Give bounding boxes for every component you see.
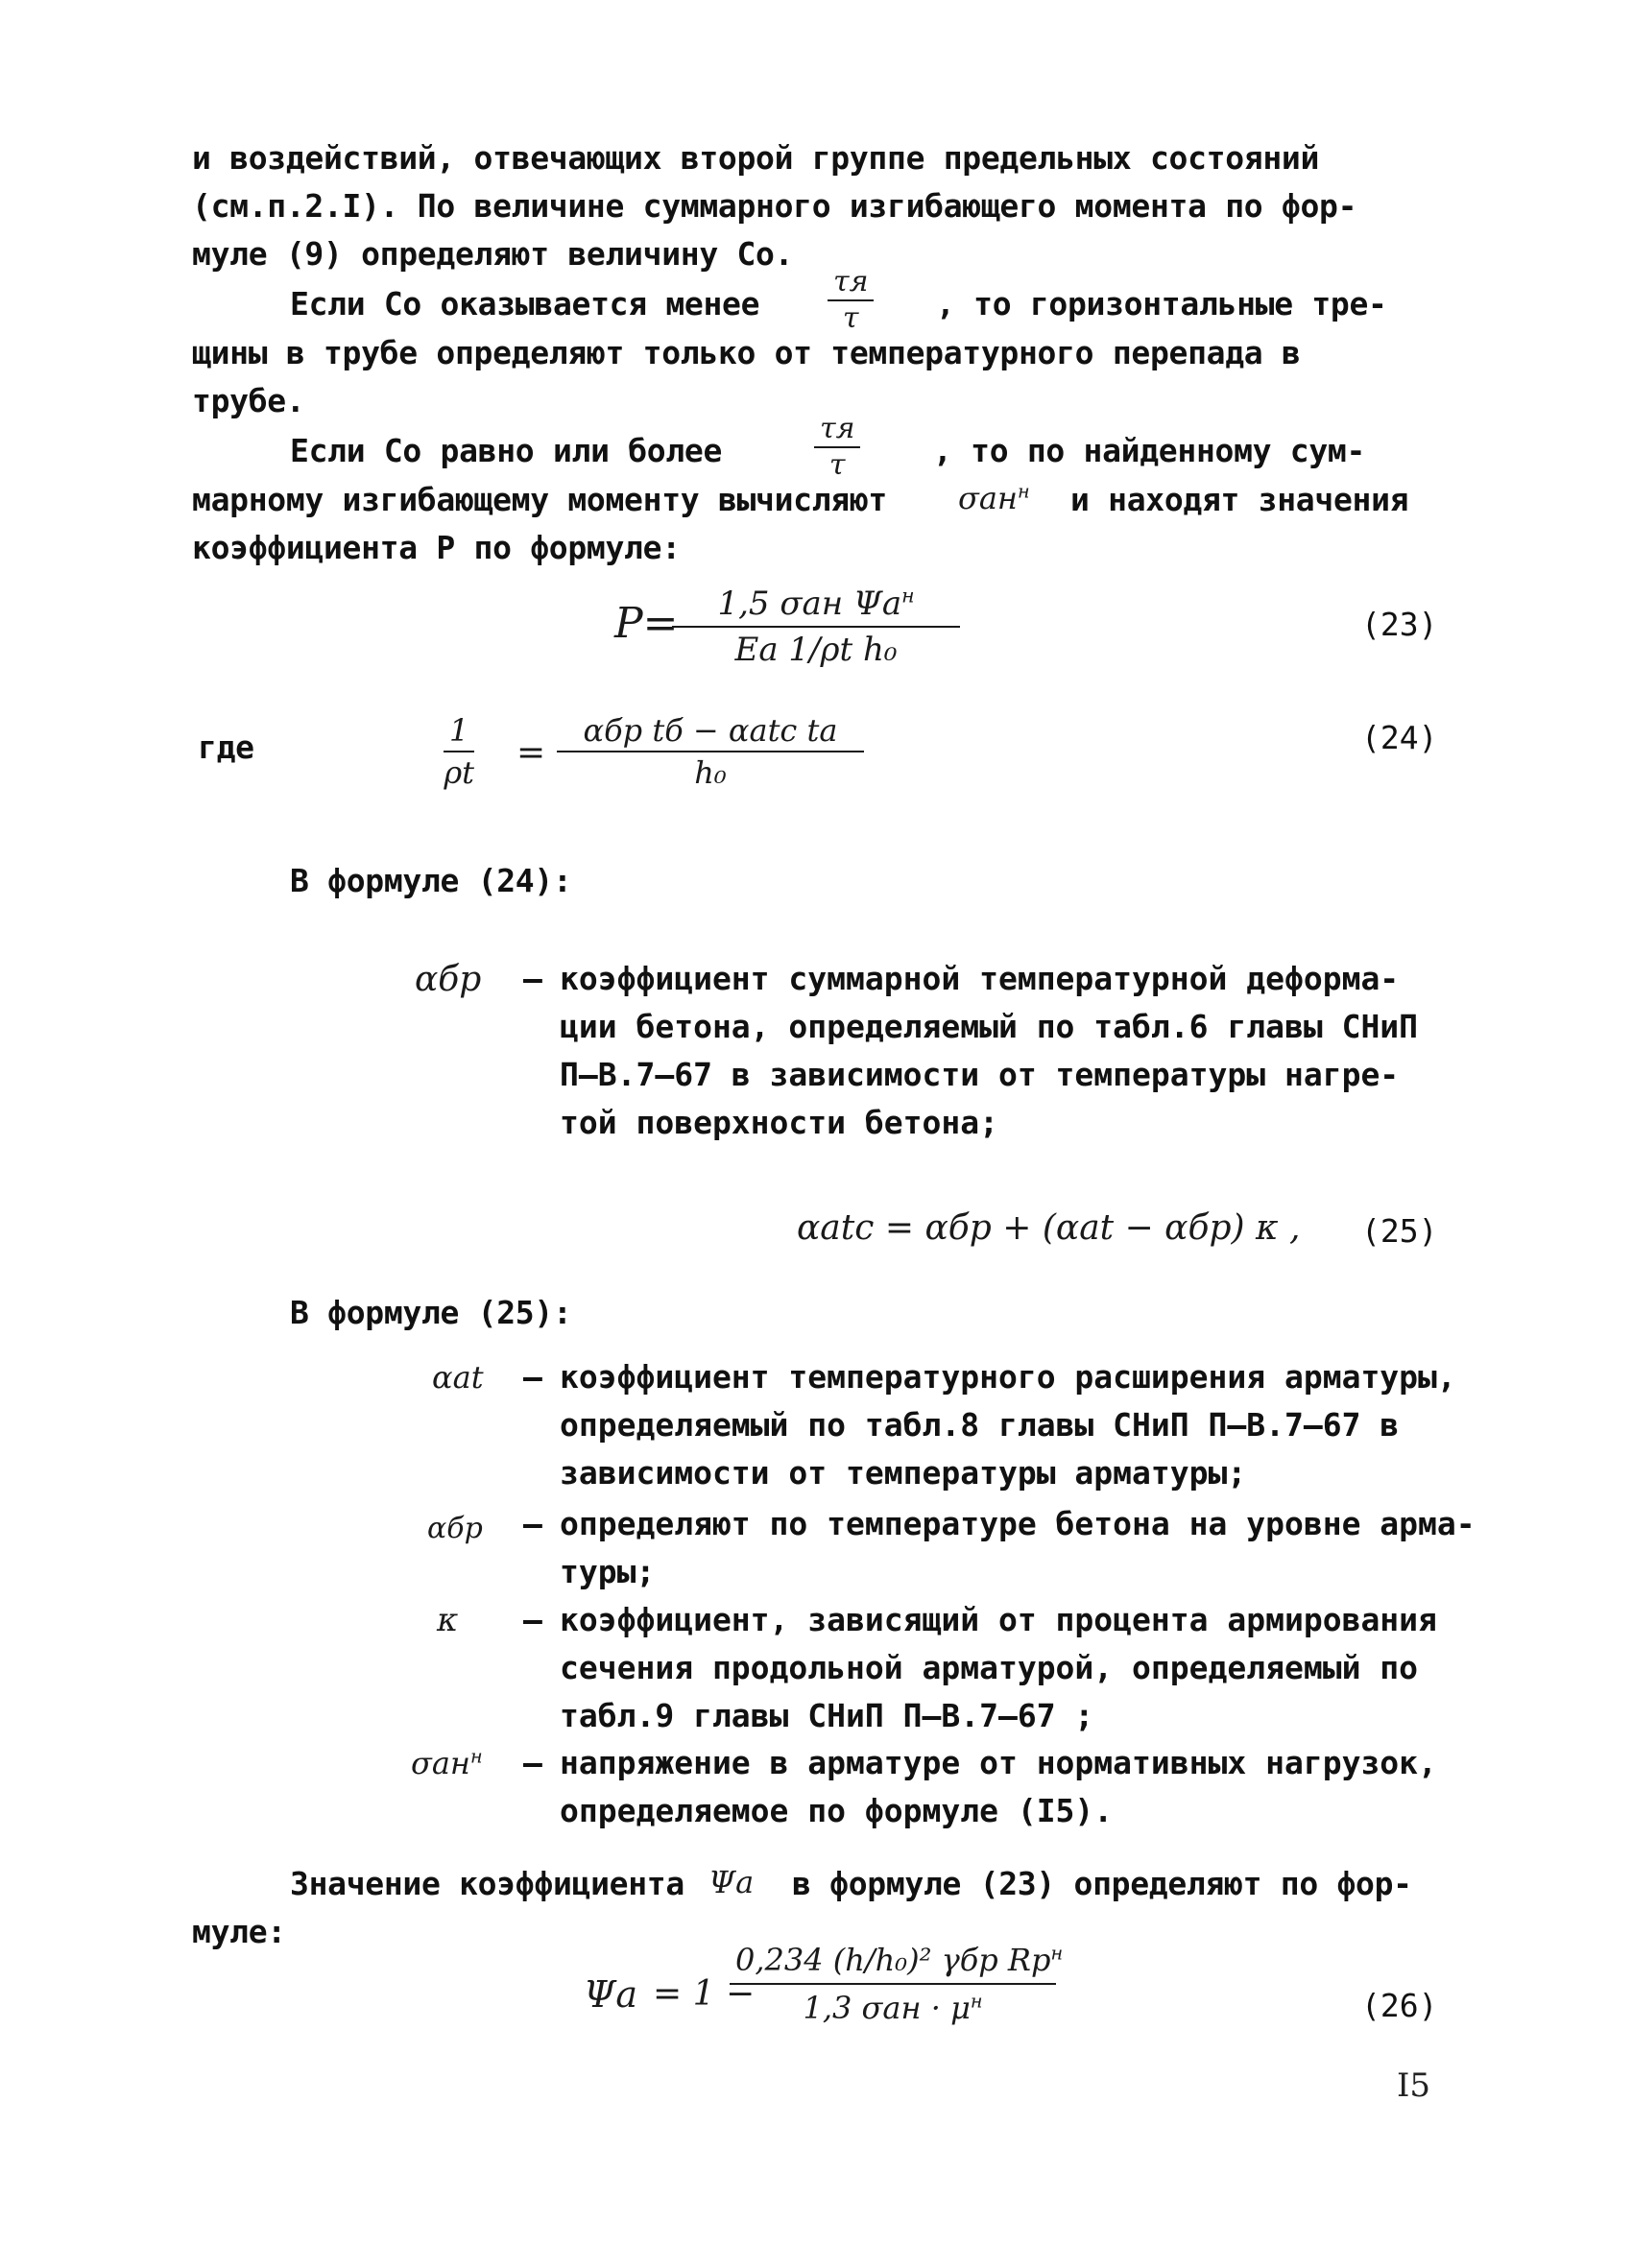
def-kappa-line-1: коэффициент, зависящий от процента армирования [560,1601,1437,1638]
def-sigma-dash: – [523,1744,542,1781]
para2-line-3: коэффициента Р по формуле: [192,529,681,566]
eq23-number: (23) [1361,606,1438,643]
eq25-expression: αаtс = αбр + (αаt − αбр) κ , [797,1208,1301,1248]
def-alpha-br2-dash: – [523,1505,542,1542]
def-alpha-br-line-4: той поверхности бетона; [560,1104,998,1141]
def-kappa-line-3: табл.9 главы СНиП П–В.7–67 ; [560,1697,1094,1734]
page-number: I5 [1397,2066,1431,2105]
def-sigma-line-2: определяемое по формуле (I5). [560,1792,1114,1829]
eq23-numerator: 1,5 σан $\Psi а^н$ [672,584,960,628]
para3-pre: Значение коэффициента [290,1865,684,1902]
para2-pre: Если Со равно или более [290,432,723,469]
eq26-number: (26) [1361,1987,1438,2024]
def-alpha-br-line-1: коэффициент суммарной температурной деформа- [560,960,1400,997]
para3-post: в формуле (23) определяют по фор- [792,1865,1412,1902]
eq26-equals: = 1 − [653,1974,756,2014]
eq26-denominator: 1,3 $\sigma ан \cdot \mu^н$ [803,1990,983,2026]
para2-fraction [814,414,860,481]
def-alpha-at-line-3: зависимости от температуры арматуры; [560,1454,1247,1492]
para1-frac-num: τя [828,267,874,301]
def-alpha-at-line-1: коэффициент температурного расширения арматуры, [560,1358,1456,1396]
eq23-lhs: P= [614,599,679,648]
def-alpha-br-dash: – [523,960,542,997]
eq24-equals: = [516,733,546,773]
para1-pre: Если Со оказывается менее [290,285,760,322]
eq24-lhs-den: ρt [444,754,475,791]
in-formula-24-label: В формуле (24): [290,862,572,899]
intro-line-3: муле (9) определяют величину Со. [192,235,794,273]
intro-line-1: и воздействий, отвечающих второй группе предельных состояний [192,139,1320,177]
para3-line-2: муле: [192,1913,286,1950]
eq26-fraction [730,1939,1064,2029]
para2-sigma-symbol: σан$^н$ [958,480,1030,516]
para3-psi-symbol: Ψа [708,1864,755,1900]
eq26-numerator: 0,234 (h/h₀)² γбр $Rр^н$ [730,1939,1056,1985]
def-alpha-br-line-2: ции бетона, определяемый по табл.6 главы СНиП [560,1008,1419,1045]
def-sigma-line-1: напряжение в арматуре от нормативных нагрузок, [560,1744,1437,1781]
def-kappa-line-2: сечения продольной арматурой, определяемый по [560,1649,1419,1686]
def-sigma-symbol: σан$^н$ [411,1745,483,1781]
def-alpha-at-symbol: αаt [432,1359,484,1396]
def-alpha-at-dash: – [523,1358,542,1396]
para1-frac-den: τ [842,301,859,335]
eq24-lhs-fraction [444,712,474,791]
eq26-lhs: Ψа [584,1973,637,2016]
in-formula-25-label: В формуле (25): [290,1294,572,1331]
def-alpha-br-symbol: αбр [415,960,482,999]
para2-frac-den: τ [828,448,846,482]
para2-line-2-post: и находят значения [1070,481,1409,518]
def-kappa-symbol: κ [437,1601,459,1639]
def-kappa-dash: – [523,1601,542,1638]
eq23-denominator: Eа 1/ρt h₀ [734,631,898,669]
def-alpha-br-line-3: П–В.7–67 в зависимости от температуры нагре- [560,1056,1400,1093]
intro-line-2: (см.п.2.I). По величине суммарного изгибающего момента по фор- [192,187,1357,225]
para1-post: , то горизонтальные тре- [936,285,1387,322]
def-alpha-at-line-2: определяемый по табл.8 главы СНиП П–В.7–67 в [560,1406,1400,1444]
eq24-where: где [198,728,254,766]
def-alpha-br2-symbol: αбр [427,1512,483,1545]
para1-line-2: щины в трубе определяют только от температурного перепада в [192,334,1301,371]
eq23-fraction [672,584,960,670]
eq24-denominator: h₀ [694,754,727,791]
def-alpha-br2-line-2: туры; [560,1553,656,1590]
para2-frac-num: τя [814,414,860,448]
eq24-fraction [557,712,864,791]
eq25-number: (25) [1361,1212,1438,1250]
eq24-number: (24) [1361,719,1438,756]
eq24-numerator: αбр tб − αаtс tа [557,712,864,752]
para1-fraction [828,267,874,334]
para2-post: , то по найденному сум- [933,432,1366,469]
para2-line-2-pre: марному изгибающему моменту вычисляют [192,481,888,518]
eq24-lhs-num: 1 [444,712,474,752]
para1-line-3: трубе. [192,382,305,419]
def-alpha-br2-line-1: определяют по температуре бетона на уровне арма- [560,1505,1476,1542]
